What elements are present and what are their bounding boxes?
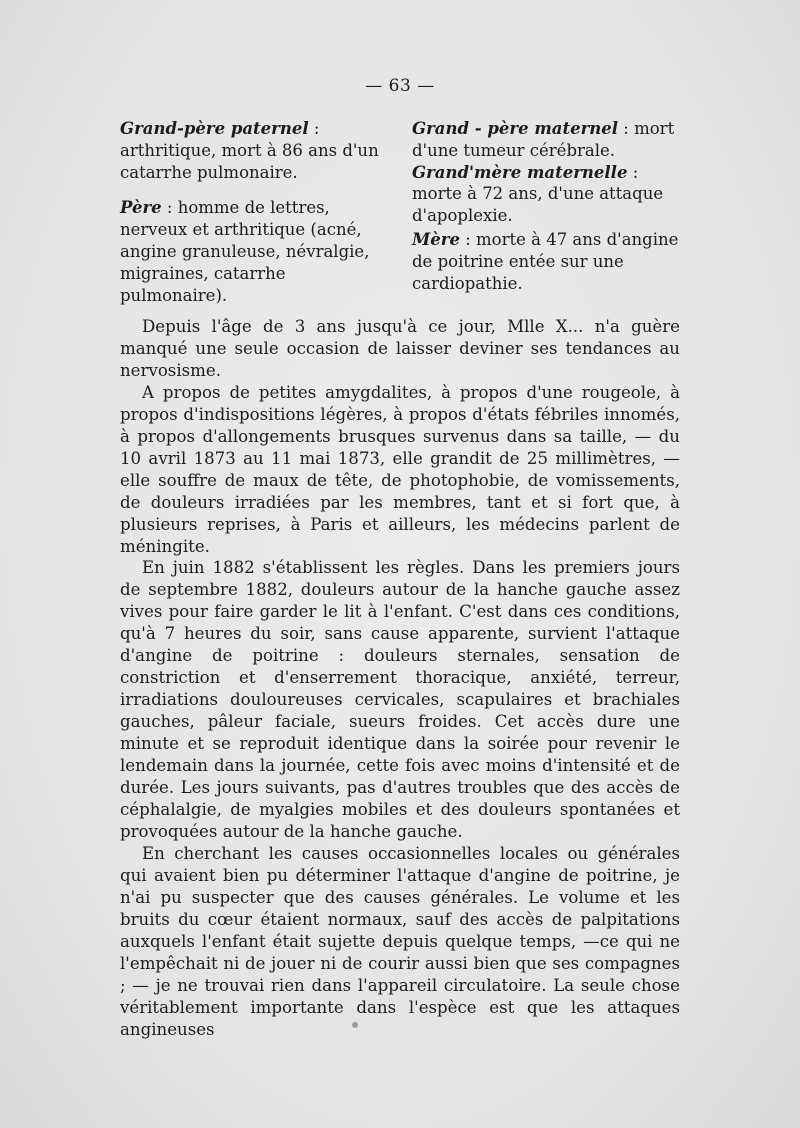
left-column [120,118,394,306]
entry-text: : morte à 72 ans, d'une attaque d'apoplexie. [412,162,664,226]
entry-text: : mort d'une tumeur cérébrale. [412,119,675,160]
entry-label: Grand - père maternel [412,119,619,138]
entry-text: : homme de lettres, nerveux et arthritique (acné, angine granuleuse, névralgie, migraines, catarrhe pulmonaire). [120,198,370,305]
paragraph: En cherchant les causes occasionnelles locales ou générales qui avaient bien pu déterminer l'attaque d'angine de poitrine, je n'ai pu suspecter que des causes générales. Le volume et les bruits du cœur étaient normaux, sauf des accès de palpitations auxquels l'enfant était sujette depuis quelque temps, —ce qui ne l'empêchait ni de jouer ni de courir aussi bien que ses compagnes ; — je ne trouvai rien dans l'appareil circulatoire. La seule chose véritablement importante dans l'espèce est que les attaques angineuses [120,843,680,1039]
paragraph: Depuis l'âge de 3 ans jusqu'à ce jour, Mlle X... n'a guère manqué une seule occasion de laisser deviner ses tendances au nervosisme. [120,317,680,380]
body-text [120,316,680,1040]
paragraph: En juin 1882 s'établissent les règles. Dans les premiers jours de septembre 1882, douleurs autour de la hanche gauche assez vives pour faire garder le lit à l'enfant. C'est dans ces conditions, qu'à 7 heures du soir, sans cause apparente, survient l'attaque d'angine de poitrine : douleurs sternales, sensation de constriction et d'enserrement thoracique, anxiété, terreur, irradiations douloureuses cervicales, scapulaires et brachiales gauches, pâleur faciale, sueurs froides. Cet accès dure une minute et se reproduit identique dans la soirée pour revenir le lendemain dans la journée, cette fois avec moins d'intensité et de durée. Les jours suivants, pas d'autres troubles que des accès de céphalalgie, de myalgies mobiles et des douleurs spontanées et provoquées autour de la hanche gauche. [120,558,680,841]
paragraph: A propos de petites amygdalites, à propos d'une rougeole, à propos d'indispositions légères, à propos d'états fébriles innomés, à propos d'allongements brusques survenus dans sa taille, — du 10 avril 1873 au 11 mai 1873, elle grandit de 25 millimètres, — elle souffre de maux de tête, de photophobie, de vomissements, de douleurs irradiées par les membres, tant et si fort que, à plusieurs reprises, à Paris et ailleurs, les médecins parlent de méningite. [120,382,680,556]
entry-label: Grand-père paternel [120,119,309,138]
genealogy-entry [412,118,686,162]
entry-label: Père [120,198,162,218]
page-number: — 63 — [365,76,435,96]
right-column [412,118,686,294]
entry-text: : arthritique, mort à 86 ans d'un catarrhe pulmonaire. [120,119,379,182]
genealogy-entry [120,118,394,183]
genealogy-entry [412,162,686,227]
genealogy-entry [120,197,394,306]
entry-label: Mère [412,229,460,249]
genealogy-entry [412,229,686,294]
genealogy-columns [120,118,680,312]
entry-label: Grand'mère maternelle [412,162,628,182]
entry-text: : morte à 47 ans d'angine de poitrine entée sur une cardiopathie. [412,229,679,293]
